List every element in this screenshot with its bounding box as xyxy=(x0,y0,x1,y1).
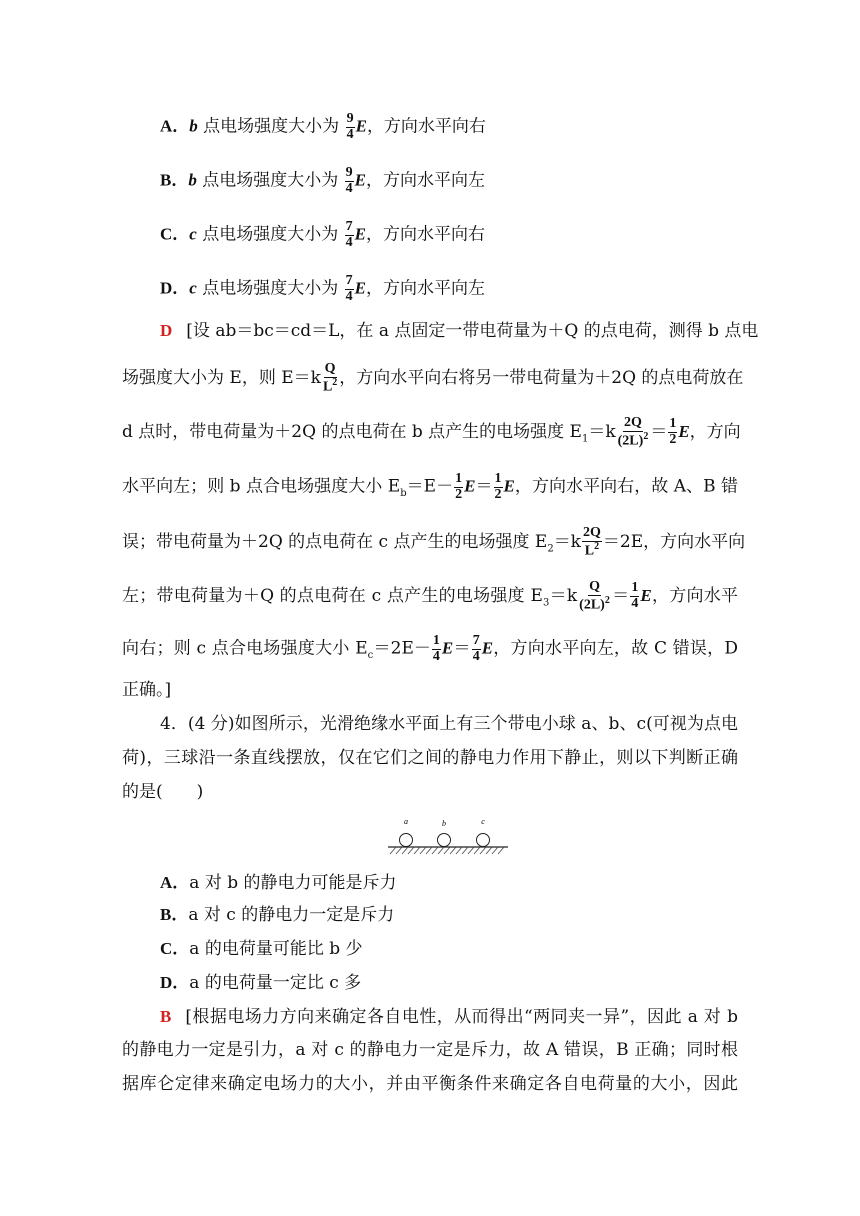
option-label: B． xyxy=(160,170,189,190)
point-var: c xyxy=(189,224,197,244)
question-4-stem: 的是( ) xyxy=(122,782,204,802)
ball-a xyxy=(400,834,413,847)
ball-c xyxy=(477,834,490,847)
fraction: $\frac{9}{4}$ xyxy=(346,111,354,142)
fraction: $\frac{2Q}{(2L)^2}$ xyxy=(617,415,649,449)
solution-line: 水平向左；则 b 点合电场强度大小 $E_b=E-$ $\frac{1}{2}$ E＝ $\frac{1}{2}$ E，方向水平向右，故 A、B 错 xyxy=(122,471,739,502)
ball-label-a: a xyxy=(404,817,408,826)
fraction: $\frac{7}{4}$ xyxy=(345,273,353,304)
ball-b xyxy=(438,834,451,847)
fraction: $\frac{1}{2}$ xyxy=(669,416,677,448)
fraction: $\frac{1}{4}$ xyxy=(631,580,639,612)
fraction: $\frac{1}{4}$ xyxy=(432,633,440,664)
q4-option-a: A．a 对 b 的静电力可能是斥力 xyxy=(160,873,397,893)
option-label: D． xyxy=(160,278,190,298)
point-var: b xyxy=(188,170,197,190)
q4-option-b: B．a 对 c 的静电力一定是斥力 xyxy=(160,905,395,925)
solution-line: D [设 ab＝bc＝cd＝L，在 a 点固定一带电荷量为＋Q 的点电荷，测得 b 点电 xyxy=(160,321,759,341)
solution-line: d 点时，带电荷量为＋2Q 的点电荷在 b 点产生的电场强度 $E_1=k$ $\frac{2Q}{(2L)^2}$ ＝ $\frac{1}{2}$ E，方向 xyxy=(122,415,741,449)
option-c: C．c 点电场强度大小为 $\frac{7}{4}$ E，方向水平向右 xyxy=(160,219,485,250)
q4-solution-line: 据库仑定律来确定电场力的大小，并由平衡条件来确定各自电荷量的大小，因此 xyxy=(122,1074,738,1094)
point-var: c xyxy=(189,278,197,298)
option-label: C． xyxy=(160,224,190,244)
option-label: A． xyxy=(160,116,190,136)
answer-mark: D xyxy=(160,321,173,340)
point-var: b xyxy=(189,116,198,136)
fraction: $\frac{Q}{L^2}$ xyxy=(322,361,338,395)
solution-line: 向右；则 c 点合电场强度大小 $E_c=2E-$ $\frac{1}{4}$ E＝ $\frac{7}{4}$ E，方向水平向左，故 C 错误，D xyxy=(122,633,738,664)
fraction: $\frac{7}{4}$ xyxy=(472,633,480,664)
question-4-stem: 荷)，三球沿一条直线摆放，仅在它们之间的静电力作用下静止，则以下判断正确 xyxy=(122,748,738,768)
option-a: A．b 点电场强度大小为 $\frac{9}{4}$ E，方向水平向右 xyxy=(160,111,486,142)
answer-mark: B xyxy=(160,1007,172,1026)
option-text: 点电场强度大小为 xyxy=(196,278,344,299)
question-4-stem: 4．(4 分)如图所示，光滑绝缘水平面上有三个带电小球 a、b、c(可视为点电 xyxy=(160,714,738,734)
option-d: D．c 点电场强度大小为 $\frac{7}{4}$ E，方向水平向左 xyxy=(160,273,485,304)
three-balls-figure xyxy=(388,814,508,858)
fraction: $\frac{7}{4}$ xyxy=(345,219,353,250)
solution-line: 场强度大小为 E，则 E＝k $\frac{Q}{L^2}$ ，方向水平向右将另一带电荷量为＋2Q 的点电荷放在 xyxy=(122,361,744,395)
fraction: $\frac{Q}{(2L)^2}$ xyxy=(579,579,610,613)
solution-line: 正确。] xyxy=(122,680,172,700)
q4-solution-line: 的静电力一定是引力，a 对 c 的静电力一定是斥力，故 A 错误，B 正确；同时根 xyxy=(122,1040,738,1060)
surface-hatch xyxy=(390,847,504,854)
option-text: 点电场强度大小为 xyxy=(196,170,344,191)
q4-option-d: D．a 的电荷量一定比 c 多 xyxy=(160,973,362,993)
fraction: $\frac{1}{2}$ xyxy=(455,471,463,502)
option-text: 点电场强度大小为 xyxy=(196,224,344,245)
fraction: $\frac{2Q}{L^2}$ xyxy=(583,525,601,559)
ball-label-b: b xyxy=(442,819,446,828)
option-text: 点电场强度大小为 xyxy=(197,116,345,137)
option-b: B．b 点电场强度大小为 $\frac{9}{4}$ E，方向水平向左 xyxy=(160,165,485,196)
q4-option-c: C．a 的电荷量可能比 b 少 xyxy=(160,939,363,959)
q4-solution-line: B [根据电场力方向来确定各自电性，从而得出“两同夹一异”，因此 a 对 b xyxy=(160,1007,738,1027)
ball-label-c: c xyxy=(481,817,485,826)
solution-line: 左；带电荷量为＋Q 的点电荷在 c 点产生的电场强度 $E_3=k$ $\frac{Q}{(2L)^2}$ ＝ $\frac{1}{4}$ E，方向水平 xyxy=(122,579,739,613)
fraction: $\frac{1}{2}$ xyxy=(494,471,502,502)
fraction: $\frac{9}{4}$ xyxy=(345,165,353,196)
solution-line: 误；带电荷量为＋2Q 的点电荷在 c 点产生的电场强度 $E_2=k$ $\frac{2Q}{L^2}$ ＝2E，方向水平向 xyxy=(122,525,746,559)
